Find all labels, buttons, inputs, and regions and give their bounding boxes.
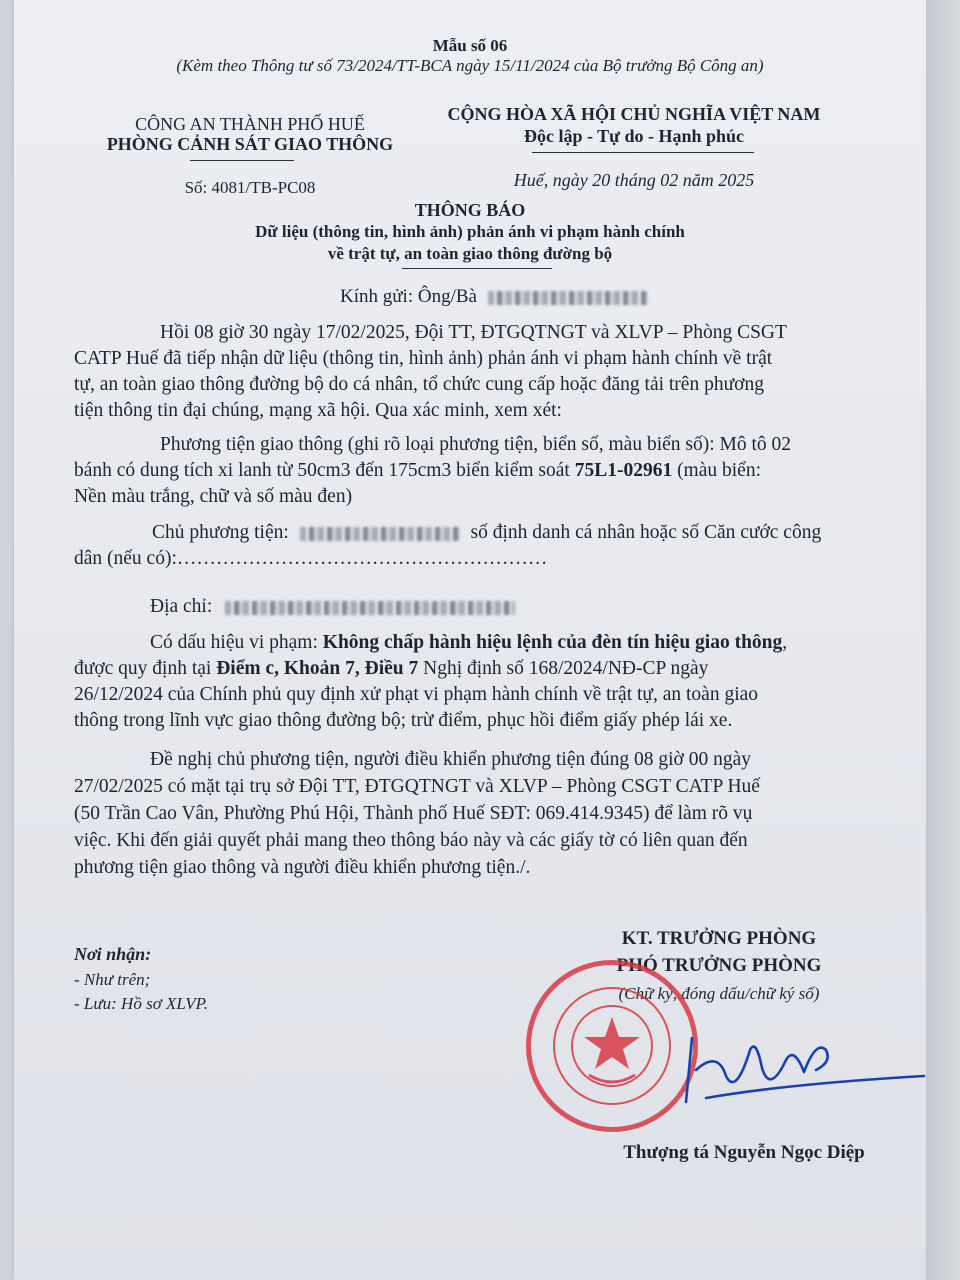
signature-note: (Chữ ký, đóng dấu/chữ ký số) [618, 984, 820, 1003]
p6-line: việc. Khi đến giải quyết phải mang theo thông báo này và các giấy tờ có liên quan đến [74, 830, 748, 851]
form-attached: (Kèm theo Thông tư số 73/2024/TT-BCA ngày 15/11/2024 của Bộ trưởng Bộ Công an) [176, 56, 764, 75]
signature-role: PHÓ TRƯỞNG PHÒNG [616, 955, 822, 976]
owner-label: Chủ phương tiện: [152, 522, 289, 543]
paragraph-receipt [74, 320, 874, 424]
p6-line: phương tiện giao thông và người điều khiển phương tiện./. [74, 857, 531, 878]
redacted-owner [300, 527, 460, 541]
recipient-item: - Lưu: Hồ sơ XLVP. [74, 994, 209, 1013]
violation-text: Không chấp hành hiệu lệnh của đèn tín hiệu giao thông [322, 632, 783, 653]
paragraph-vehicle [74, 432, 874, 510]
address-label: Địa chỉ: [150, 596, 213, 617]
p1-line: tự, an toàn giao thông đường bộ do cá nhân, tổ chức cung cấp hoặc đăng tải trên phương [74, 374, 764, 395]
p6-line: Đề nghị chủ phương tiện, người điều khiển phương tiện đúng 08 giờ 00 ngày [150, 749, 752, 770]
p1-line: tiện thông tin đại chúng, mạng xã hội. Qua xác minh, xem xét: [74, 400, 562, 421]
issue-date: Huế, ngày 20 tháng 02 năm 2025 [513, 170, 755, 190]
doc-title: THÔNG BÁO [414, 200, 526, 220]
p3-line: Chủ phương tiện: số định danh cá nhân hoặc số Căn cước công [152, 522, 822, 543]
title-underline [402, 268, 552, 269]
paragraph-address [74, 594, 874, 620]
agency-line1: CÔNG AN THÀNH PHỐ HUẾ [135, 114, 365, 134]
p4-line [74, 594, 874, 620]
form-number: Mẫu số 06 [432, 36, 508, 55]
p5-line: Có dấu hiệu vi phạm: Không chấp hành hiệu lệnh của đèn tín hiệu giao thông, [150, 632, 788, 653]
redacted-address [225, 601, 515, 615]
redacted-name [488, 291, 648, 305]
doc-number: Số: 4081/TB-PC08 [184, 178, 316, 197]
legal-article: Điểm c, Khoản 7, Điều 7 [216, 658, 419, 679]
paragraph-violation [74, 630, 874, 734]
p2-line: bánh có dung tích xi lanh từ 50cm3 đến 175cm3 biển kiểm soát 75L1-02961 (màu biển: [74, 460, 761, 481]
national-motto: Độc lập - Tự do - Hạnh phúc [523, 126, 745, 146]
paragraph-request [74, 746, 874, 881]
agency-line2: PHÒNG CẢNH SÁT GIAO THÔNG [106, 134, 394, 154]
p6-line: (50 Trần Cao Vân, Phường Phú Hội, Thành phố Huế SĐT: 069.414.9345) để làm rõ vụ [74, 803, 753, 824]
page-edge [926, 0, 960, 1280]
agency-underline [190, 160, 294, 161]
doc-subtitle-2: về trật tự, an toàn giao thông đường bộ [327, 244, 613, 263]
document-sheet [14, 0, 926, 1280]
signatory-name: Thượng tá Nguyễn Ngọc Diệp [623, 1142, 865, 1163]
greeting [340, 286, 648, 308]
motto-underline [532, 152, 754, 153]
p5-line: thông trong lĩnh vực giao thông đường bộ; trừ điểm, phục hồi điểm giấy phép lái xe. [74, 710, 733, 731]
p6-line: 27/02/2025 có mặt tại trụ sở Đội TT, ĐTGQTNGT và XLVP – Phòng CSGT CATP Huế [74, 776, 760, 797]
national-line1: CỘNG HÒA XÃ HỘI CHỦ NGHĨA VIỆT NAM [447, 104, 821, 124]
p1-line: Hồi 08 giờ 30 ngày 17/02/2025, Đội TT, ĐTGQTNGT và XLVP – Phòng CSGT [160, 322, 787, 343]
p3-line: dân (nếu có):………………………………………………… [74, 548, 548, 569]
p1-line: CATP Huế đã tiếp nhận dữ liệu (thông tin, hình ảnh) phản ánh vi phạm hành chính về trật [74, 348, 773, 369]
paragraph-owner [74, 520, 874, 572]
p2-line: Nền màu trắng, chữ và số màu đen) [74, 486, 353, 507]
p5-line: được quy định tại Điểm c, Khoản 7, Điều 7 Nghị định số 168/2024/NĐ-CP ngày [74, 658, 709, 679]
p2-line: Phương tiện giao thông (ghi rõ loại phương tiện, biển số, màu biển số): Mô tô 02 [160, 434, 792, 455]
recipient-item: - Như trên; [74, 970, 151, 989]
license-plate: 75L1-02961 [574, 460, 673, 481]
greeting-label: Kính gửi: Ông/Bà [340, 286, 477, 307]
doc-subtitle-1: Dữ liệu (thông tin, hình ảnh) phản ánh vi phạm hành chính [255, 222, 685, 241]
p5-line: 26/12/2024 của Chính phủ quy định xử phạt vi phạm hành chính về trật tự, an toàn giao [74, 684, 759, 705]
signature-kt: KT. TRƯỞNG PHÒNG [621, 928, 817, 949]
handwritten-signature [666, 1010, 926, 1120]
recipients-label: Nơi nhận: [74, 944, 152, 964]
